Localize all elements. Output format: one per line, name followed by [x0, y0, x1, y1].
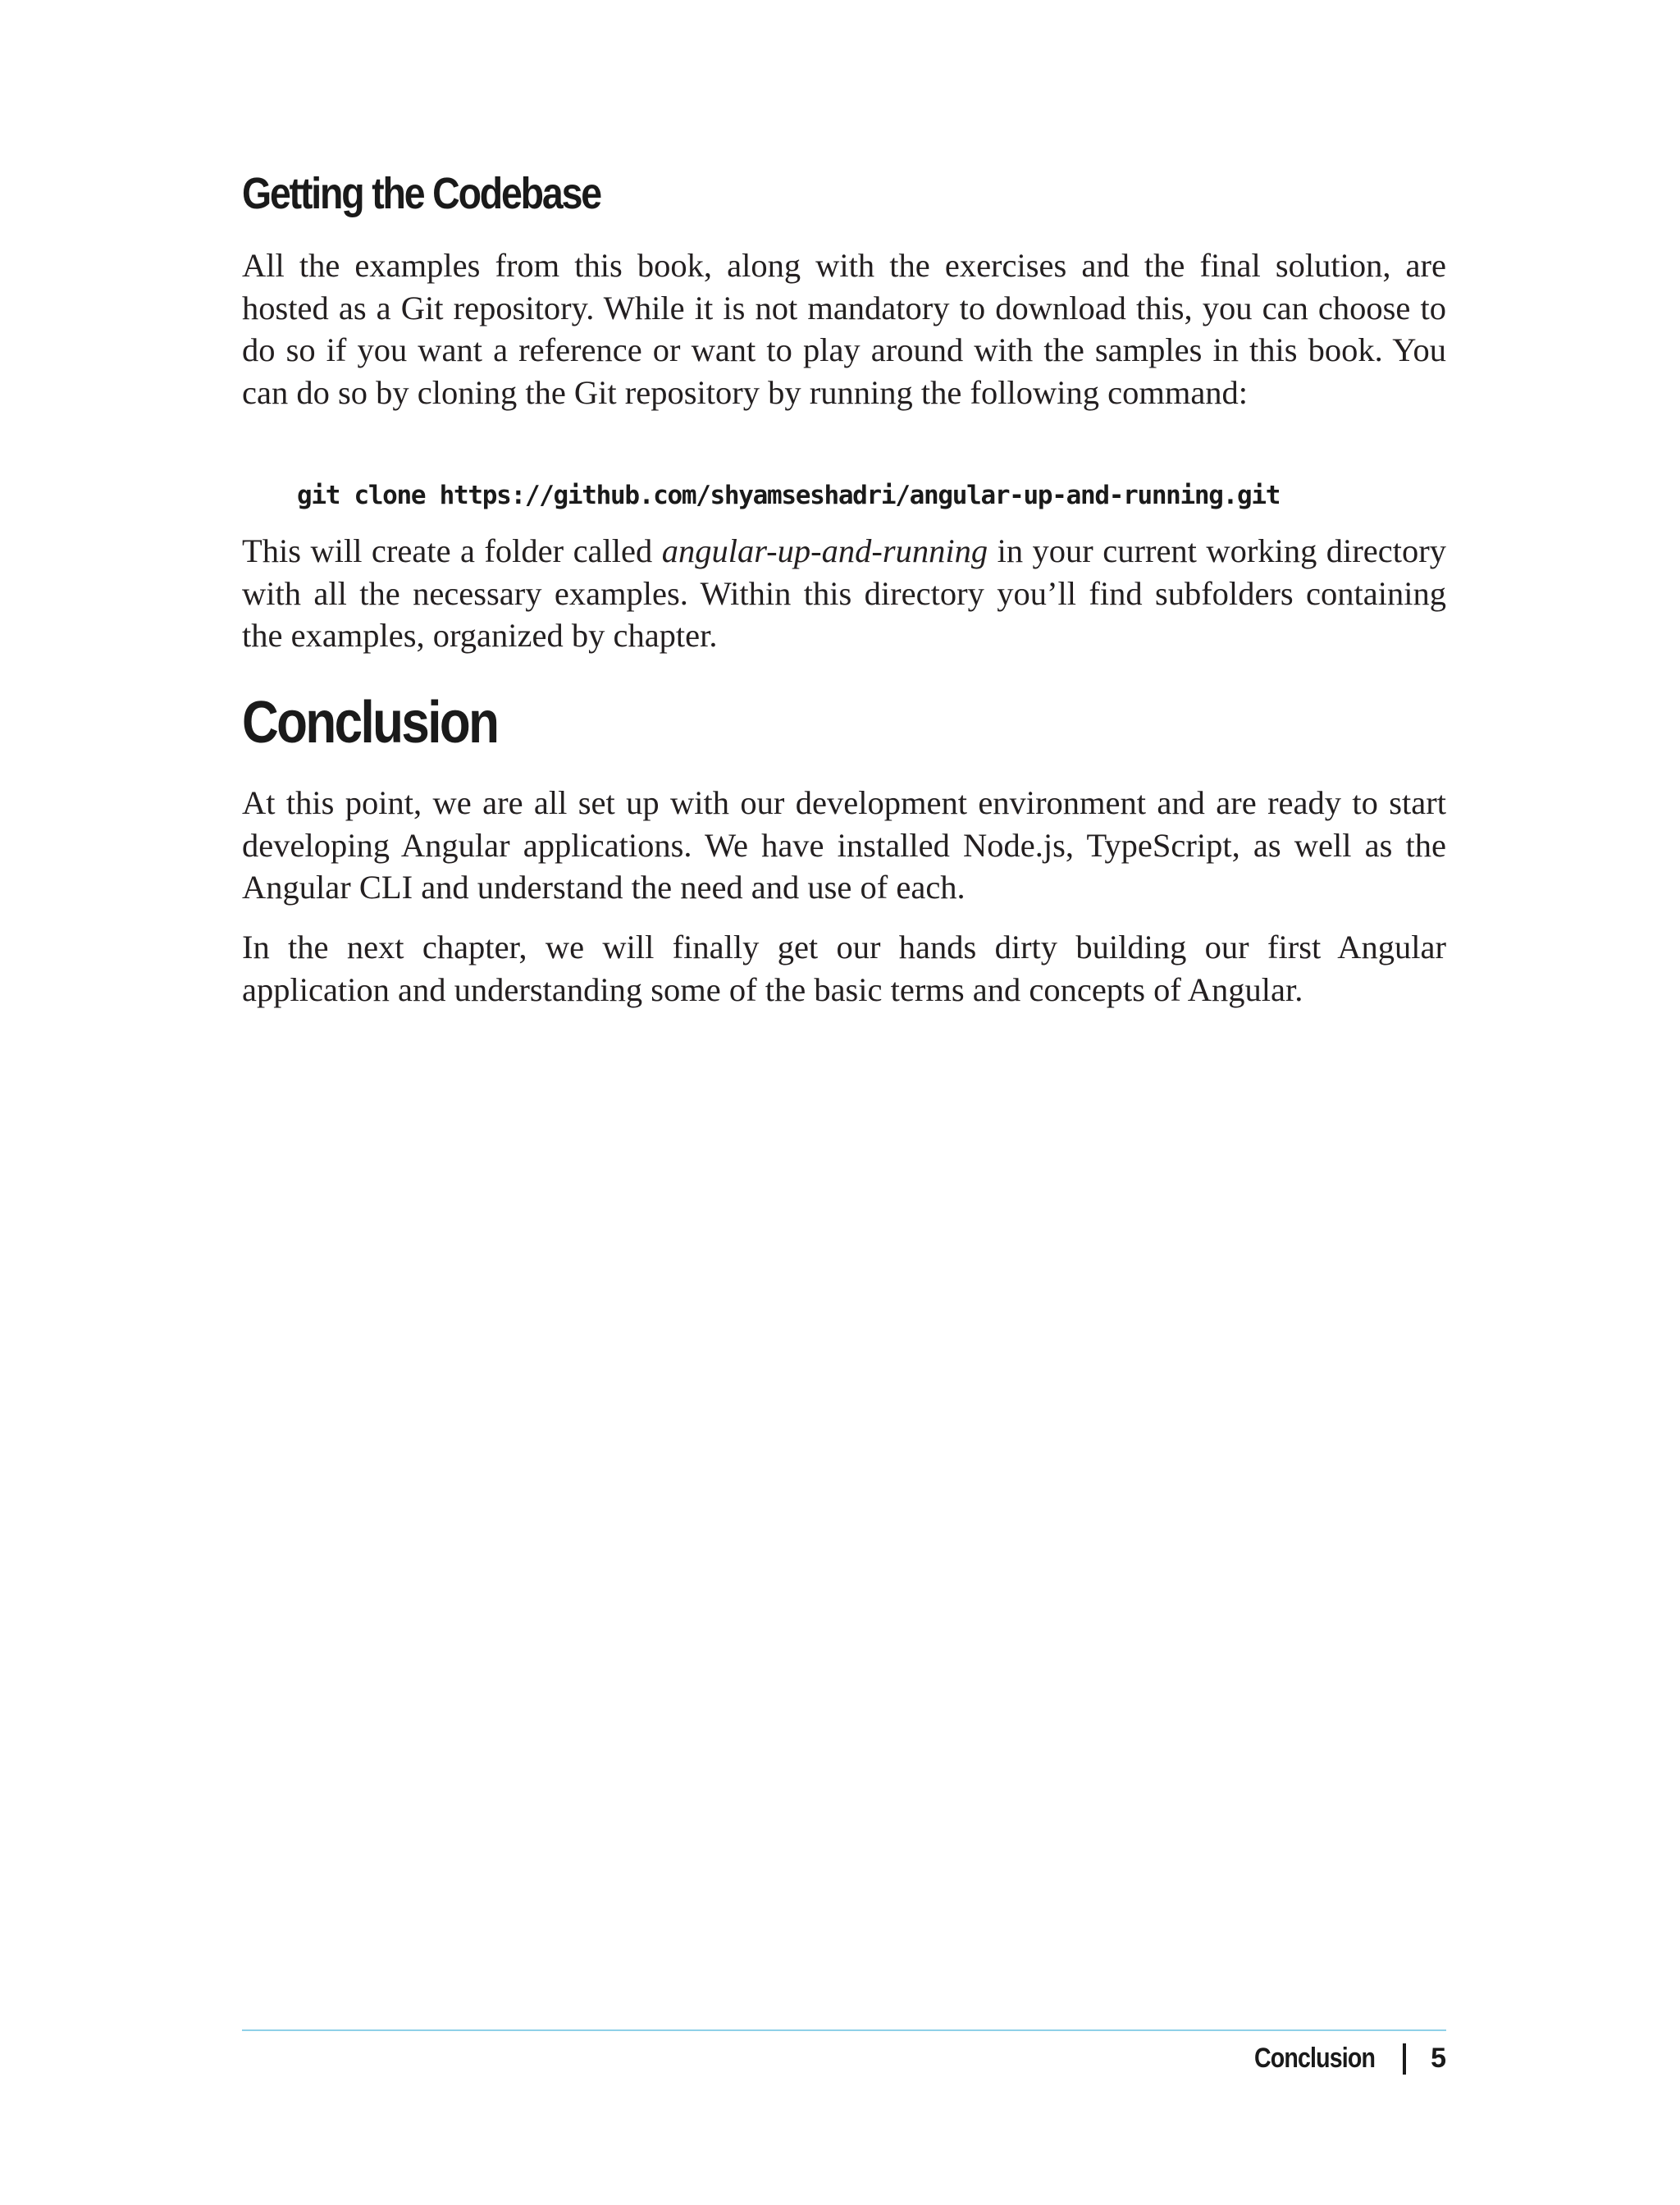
page-number: 5 — [1431, 2043, 1446, 2074]
section-heading-conclusion: Conclusion — [242, 690, 498, 756]
folder-name: angular-up-and-running — [661, 532, 988, 569]
paragraph-text: This will create a folder called — [242, 532, 662, 569]
section-heading-getting-codebase: Getting the Codebase — [242, 169, 600, 218]
footer-rule — [242, 2029, 1446, 2031]
footer-section-label: Conclusion — [1253, 2043, 1376, 2074]
paragraph-text: in your current working directory with all the necessary examples. Within this directory you’ll find subfolders containing the examples, organized by chapter. — [242, 532, 1446, 654]
footer-separator — [1403, 2043, 1406, 2075]
paragraph-codebase-folder — [242, 530, 1446, 657]
paragraph-codebase-intro: All the examples from this book, along with the exercises and the final solution, are hosted as a Git repository. While it is not mandatory to download this, you can choose to do so if you want a reference or want to play around with the samples in this book. You can do so by cloning the Git repository by running the following command: — [242, 247, 1446, 411]
git-clone-command: git clone https://github.com/shyamseshadri/angular-up-and-running.git — [297, 481, 1281, 510]
paragraph-conclusion-1: At this point, we are all set up with our development environment and are ready to start developing Angular applications. We have installed Node.js, TypeScript, as well as the Angular CLI and understand the need and use of each. — [242, 784, 1446, 906]
paragraph-conclusion-2: In the next chapter, we will finally get our hands dirty building our first Angular application and understanding some of the basic terms and concepts of Angular. — [242, 929, 1446, 1008]
page-footer — [1231, 2043, 1446, 2075]
